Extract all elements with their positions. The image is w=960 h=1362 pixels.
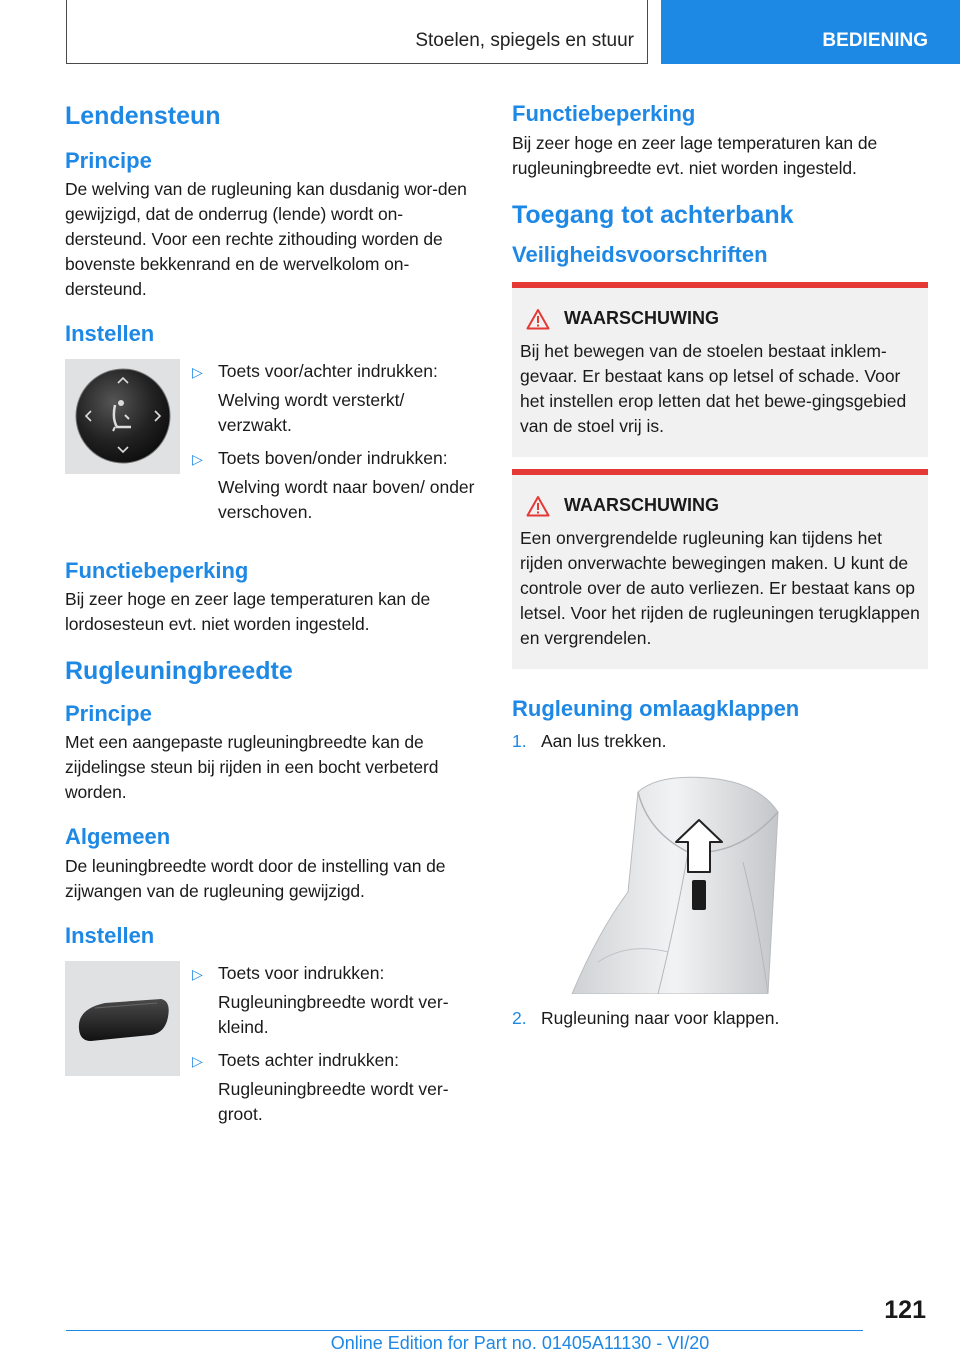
step-action: Toets achter indrukken: [218,1049,399,1070]
heading-principe: Principe [65,147,152,173]
right-column [512,100,928,1031]
warning-title: WAARSCHUWING [564,308,719,329]
section-title-rugleuningbreedte: Rugleuningbreedte [65,657,293,686]
step-text: Rugleuning naar voor klappen. [541,1008,780,1029]
triangle-bullet-icon: ▷ [192,363,203,380]
paragraph-functiebeperking-right: Bij zeer hoge en zeer lage temperaturen kan de rugleuningbreedte evt. niet worden ingesteld. [512,132,878,178]
heading-principe-2: Principe [65,700,152,726]
paragraph-principe: De welving van de rugleuning kan dusdanig wor-den gewijzigd, dat de onderrug (lende) wordt on-dersteund. Voor een rechte zithouding worden de bovenste bekkenrand en de wervelkolom on-dersteund. [65,179,467,300]
heading-algemeen: Algemeen [65,824,171,850]
seat-backrest-image [568,772,814,994]
step-item [192,961,477,1040]
warning-title-row [520,495,920,517]
heading-instellen-2: Instellen [65,922,155,948]
warning-text: Bij het bewegen van de stoelen bestaat inklem-gevaar. Er bestaat kans op letsel of schade. Voor het instellen erop letten dat het bewe-gingsgebied van de stoel vrij is. [520,340,907,436]
numbered-step [512,1006,928,1031]
step-item [192,359,477,438]
heading-functiebeperking-right: Functiebeperking [512,101,696,126]
section-title-toegang: Toegang tot achterbank [512,200,794,229]
header-chapter-tab[interactable]: BEDIENING [661,0,960,64]
instellen-block-lendensteun [65,359,477,533]
footer-edition: Online Edition for Part no. 01405A11130 - VI/20 [330,1333,710,1353]
step-action: Toets voor/achter indrukken: [218,360,438,381]
warning-title: WAARSCHUWING [564,495,719,516]
step-result: Rugleuningbreedte wordt ver-groot. [218,1078,449,1124]
warning-title-row [520,308,920,330]
step-action: Toets voor indrukken: [218,962,385,983]
heading-rugleuning-omlaagklappen: Rugleuning omlaagklappen [512,695,800,721]
steps-list [192,359,477,533]
step-action: Toets boven/onder indrukken: [218,447,448,468]
page-number: 121 [884,1296,926,1324]
triangle-bullet-icon: ▷ [192,1052,203,1069]
triangle-bullet-icon: ▷ [192,965,203,982]
step-result: Rugleuningbreedte wordt ver-kleind. [218,991,449,1037]
warning-box [512,282,928,457]
numbered-step [512,729,928,754]
footer-divider [66,1330,863,1331]
warning-triangle-icon [526,495,550,517]
backrest-width-switch-image [65,961,180,1076]
instellen-block-rugleuningbreedte [65,961,477,1135]
header-section-title: Stoelen, spiegels en stuur [415,30,634,51]
step-item [192,1048,477,1127]
heading-functiebeperking: Functiebeperking [65,557,249,583]
paragraph-functiebeperking: Bij zeer hoge en zeer lage temperaturen kan de lordosesteun evt. niet worden ingesteld. [65,589,431,635]
step-number: 1. [512,731,527,752]
step-text: Aan lus trekken. [541,731,667,752]
steps-list [192,961,477,1135]
left-column [65,100,477,1159]
step-number: 2. [512,1008,527,1029]
heading-veiligheidsvoorschriften: Veiligheidsvoorschriften [512,242,768,268]
paragraph-algemeen: De leuningbreedte wordt door de instelling van de zijwangen van de rugleuning gewijzigd. [65,855,446,901]
triangle-bullet-icon: ▷ [192,450,203,467]
step-item [192,446,477,525]
step-result: Welving wordt naar boven/ onder verschoven. [218,476,475,522]
step-result: Welving wordt versterkt/ verzwakt. [218,389,405,435]
warning-text: Een onvergrendelde rugleuning kan tijdens het rijden onverwachte bewegingen maken. U kunt de controle over de auto verliezen. Er bestaat kans op letsel. Voor het rijden de rugleuningen terugklappen en vergrendelen. [520,527,920,648]
paragraph-principe-2: Met een aangepaste rugleuningbreedte kan de zijdelingse steun bij rijden in een bocht verbeterd worden. [65,732,439,803]
section-title-lendensteun: Lendensteun [65,102,221,130]
lumbar-switch-image [65,359,180,474]
warning-triangle-icon [526,308,550,330]
heading-instellen: Instellen [65,321,155,347]
warning-box [512,469,928,669]
